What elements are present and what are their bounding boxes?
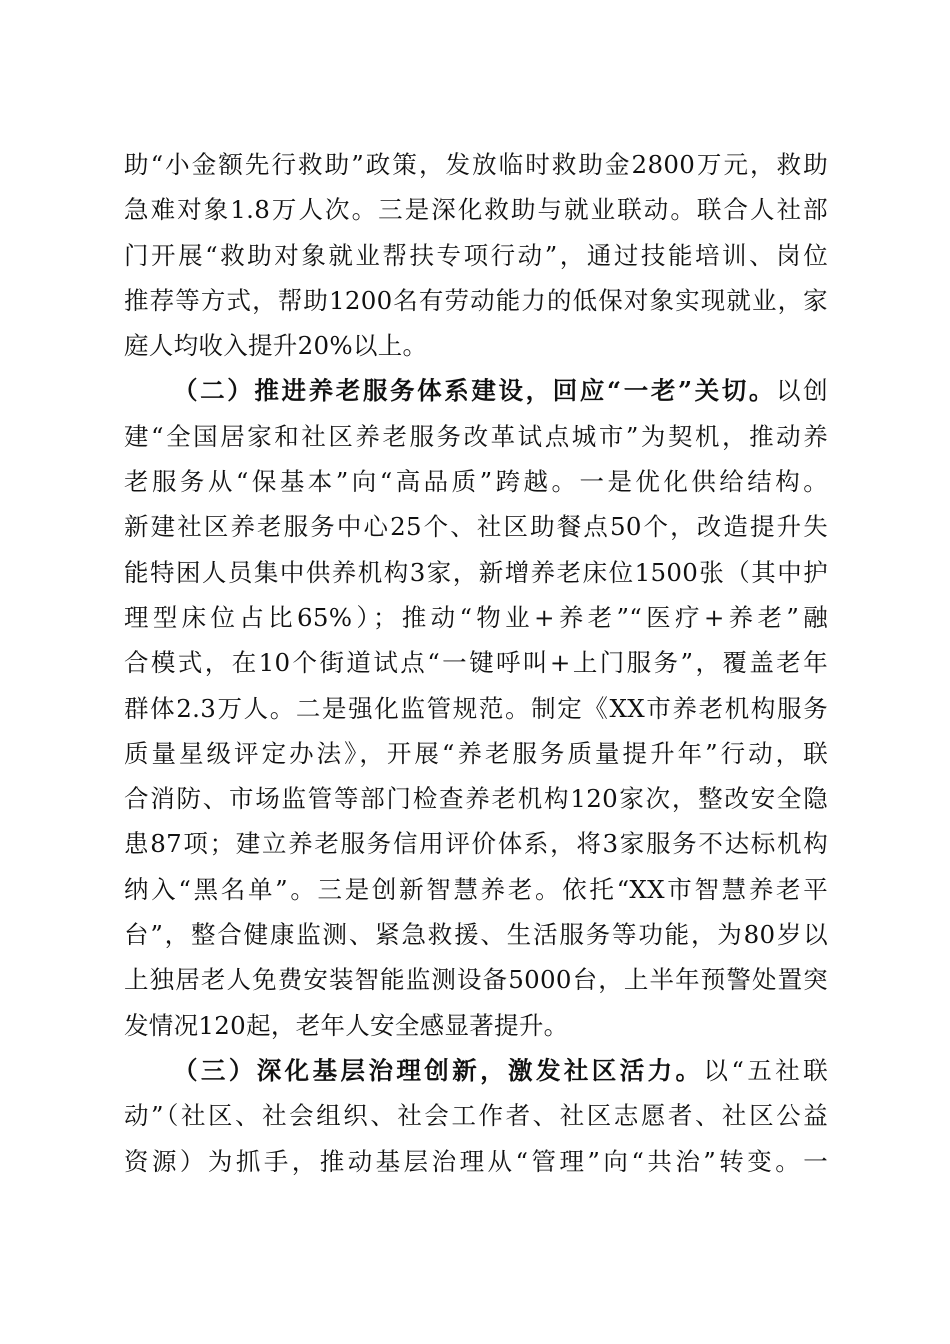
text-line: 推荐等方式，帮助1200名有劳动能力的低保对象实现就业，家 [124,285,828,315]
text-line: 理型床位占比65%）；推动“物业+养老”“医疗+养老”融 [124,602,828,632]
text-line: 群体2.3万人。二是强化监管规范。制定《XX市养老机构服务 [124,693,828,723]
text-line: 合模式，在10个街道试点“一键呼叫+上门服务”，覆盖老年 [124,648,828,678]
text-line: 老服务从“保基本”向“高品质”跨越。一是优化供给结构。 [124,467,828,497]
text-line: 新建社区养老服务中心25个、社区助餐点50个，改造提升失 [124,512,828,542]
text-line: 能特困人员集中供养机构3家，新增养老床位1500张（其中护 [124,557,828,587]
text-line: 合消防、市场监管等部门检查养老机构120家次，整改安全隐 [124,784,828,814]
text-line: 动”（社区、社会组织、社会工作者、社区志愿者、社区公益 [124,1101,828,1131]
text-line: 庭人均收入提升20%以上。 [124,331,428,361]
text-line: 患87项；建立养老服务信用评价体系，将3家服务不达标机构 [124,829,828,859]
section-heading-line [124,368,828,413]
text-run: 以创 [776,376,828,406]
section-heading: （二）推进养老服务体系建设，回应“一老”关切。 [173,376,777,406]
text-line: 上独居老人免费安装智能监测设备5000台，上半年预警处置突 [124,965,828,995]
section-heading: （三）深化基层治理创新，激发社区活力。 [173,1055,704,1085]
text-line: 助“小金额先行救助”政策，发放临时救助金2800万元，救助 [124,150,828,179]
text-line: 发情况120起，老年人安全感显著提升。 [124,1010,569,1040]
text-line: 台”，整合健康监测、紧急救援、生活服务等功能，为80岁以 [124,920,828,950]
text-line: 急难对象1.8万人次。三是深化救助与就业联动。联合人社部 [124,195,828,225]
text-run: 以“五社联 [703,1055,828,1085]
text-line: 门开展“救助对象就业帮扶专项行动”，通过技能培训、岗位 [124,240,828,270]
section-heading-line [124,1048,828,1093]
text-line: 纳入“黑名单”。三是创新智慧养老。依托“XX市智慧养老平 [124,874,828,904]
text-line: 质量星级评定办法》，开展“养老服务质量提升年”行动，联 [124,738,828,768]
text-line: 建“全国居家和社区养老服务改革试点城市”为契机，推动养 [124,421,828,451]
text-line: 资源）为抓手，推动基层治理从“管理”向“共治”转变。一 [124,1146,828,1176]
body-text [124,142,828,1184]
